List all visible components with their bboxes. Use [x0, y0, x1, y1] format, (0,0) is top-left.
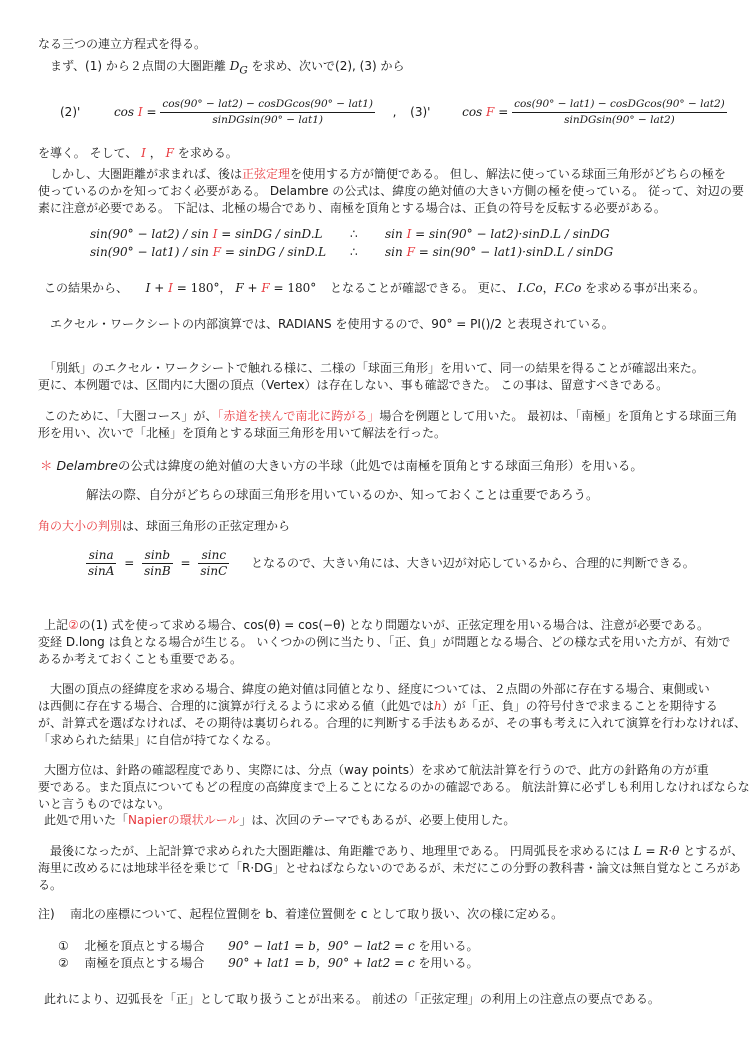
var-I-formula: I [137, 105, 143, 119]
p3-line-2: 形を用い、次いで「北極」を頂角とする球面三角形を用いて解法を行った。 [38, 426, 447, 440]
excel-note: エクセル・ワークシートの内部演算では、RADIANS を使用するので、90° = PI()/2 と表現されている。 [50, 317, 614, 331]
p5-line-2: は西側に存在する場合、合理的に演算が行えるように求める値（此処ではh）が「正、負」の符号付きで求まることを期待する [38, 699, 718, 713]
p6-line-2: 要である。また頂点についてもどの程度の高緯度まで上ることになるのかの確認である。 航法計算に必ずしも利用しなければならな [38, 780, 750, 794]
case-2-mark: ② [58, 956, 69, 970]
derive-text-a: を導く。 そして、 [38, 146, 138, 160]
equator-highlight: 「赤道を挟んで南北に跨がる」 [217, 409, 380, 423]
case-2-formula: 90° + lat1 = b，90° + lat2 = c [228, 956, 415, 970]
case-1-formula: 90° − lat1 = b，90° − lat2 = c [228, 939, 415, 953]
case-2-tail: を用いる。 [418, 956, 479, 970]
result-fco: F.Co [554, 281, 582, 295]
fraction-cos-F [512, 97, 727, 128]
result-text-b: となることが確認できる。 更に、 [329, 281, 514, 295]
sine-law-fraction-b: $\frac{\sin b}{\sin B}$ [144, 548, 171, 578]
sine-law-fraction-a: $\frac{\sin a}{\sin A}$ [88, 548, 115, 578]
p6-line-4: 此処で用いた「Napierの環状ルール」は、次回のテーマでもあるが、必要上使用した。 [44, 813, 516, 827]
derive-var-F: F [165, 146, 174, 160]
p1-text-a: しかし、大圏距離が求まれば、後は [50, 167, 243, 181]
eq-3: = [498, 105, 509, 119]
case-1-tail: を用いる。 [418, 939, 479, 953]
case-1-row [58, 938, 479, 954]
fraction-cos-I [160, 97, 375, 128]
p1-line-3: 素に注意が必要である。 下記は、北極の場合であり、南極を頂角とする場合は、正負の符号を反転する必要がある。 [38, 201, 666, 215]
p6-line-1: 大圏方位は、針路の確認程度であり、実際には、分点（way points）を求めて航法計算を行うので、此方の針路角の方が重 [44, 763, 709, 777]
cosine-formula-row [60, 96, 727, 128]
sine-law-text: となるので、大きい角には、大きい辺が対応しているから、合理的に判断できる。 [250, 556, 695, 570]
delambre-note: ＊ Delambreの公式は緯度の絶対値の大きい方の半球（此処では南極を頂角とする球面三角形）を用いる。 [40, 458, 643, 473]
formula-comma: , [392, 105, 397, 119]
p1-text-b: を使用する方が簡便である。 但し、解法に使っている球面三角形がどちらの極を [290, 167, 726, 181]
result-I: I [145, 281, 151, 295]
formula-label-3: (3)' [410, 105, 431, 119]
sine-law-highlight: 正弦定理 [242, 167, 291, 181]
angle-judgement-line: 角の大小の判別は、球面三角形の正弦定理から [38, 519, 291, 533]
cos-2: cos [113, 105, 135, 119]
sine-relation-1-left: sin(90° − lat2) / sin I = sinDG / sinD.L [90, 227, 323, 241]
p5-line-1: 大圏の頂点の経緯度を求める場合、緯度の絶対値は同値となり、経度については、２点間の外部に存在する場合、東側或い [50, 682, 710, 696]
sine-law-row: $\frac{\sin a}{\sin A}$ = $\frac{\sin b}{\sin B}$ = $\frac{\sin c}{\sin C}$ となるので、大きい角には、大きい辺が対応しているから、合理的に判断できる。 [88, 548, 695, 578]
intro-line-1: なる三つの連立方程式を得る。 [38, 37, 207, 51]
angle-judgement-highlight: 角の大小の判別 [38, 519, 123, 533]
sine-relation-2-left: sin(90° − lat1) / sin F = sinDG / sinD.L [90, 245, 327, 259]
p6-line-3: いと言うものではない。 [38, 797, 171, 811]
circled-two-ref: ② [68, 618, 79, 632]
p2-line-1: 「別紙」のエクセル・ワークシートで触れる様に、二様の「球面三角形」を用いて、同一の結果を得ることが確認出来た。 [44, 361, 704, 375]
note-text: 南北の座標について、起程位置側を b、着達位置側を c として取り扱い、次の様に定める。 [70, 907, 564, 921]
intro-line-2 [50, 58, 405, 78]
case-2-label: 南極を頂点とする場合 [84, 956, 205, 970]
case-2-row [58, 955, 479, 971]
note-label: 注) [38, 907, 55, 921]
var-F-formula: F [486, 105, 495, 119]
formula-label-2: (2)' [60, 105, 81, 119]
cos-3: cos [462, 105, 483, 119]
p3-line-1: このために、「大圏コース」が、「赤道を挟んで南北に跨がる」場合を例題として用いた。 最初は、「南極」を頂角とする球面三角 [44, 409, 738, 423]
derive-sep: ， [149, 146, 162, 160]
delambre-note-2: 解法の際、自分がどちらの球面三角形を用いているのか、知っておくことは重要であろう。 [86, 487, 599, 502]
therefore-2: ∴ [350, 245, 358, 259]
eq-2: = [146, 105, 157, 119]
delambre-name: Delambre [56, 458, 118, 473]
p7-line-1: 最後になったが、上記計算で求められた大圏距離は、角距離であり、地理里である。 円周弧長を求めるには L = R·θ とするが、 [50, 844, 744, 858]
p7-line-3: る。 [38, 878, 63, 892]
fraction-cos-I-numerator: cos(90° − lat2) − cosDGcos(90° − lat1) [160, 97, 375, 113]
napier-rule-highlight: Napierの環状ルール [128, 813, 240, 827]
result-text-a: この結果から、 [44, 281, 129, 295]
p5-line-3: が、計算式を選ばなければ、その期待は裏切られる。合理的に判断する手法もあるが、その事も考えに入れて演算を行わなければ、 [38, 716, 747, 730]
p1-line-2: 使っているのかを知っておく必要がある。 Delambre の公式は、緯度の絶対値の大きい方側の極を使っている。 従って、対辺の要 [38, 184, 744, 198]
fraction-cos-I-denominator: sinDGsin(90° − lat1) [212, 114, 323, 126]
arc-length-formula: L = R·θ [633, 844, 680, 858]
therefore-1: ∴ [350, 227, 358, 241]
p2-line-2: 更に、本例題では、区間内に大圏の頂点（Vertex）は存在しない、事も確認できた。 この事は、留意すべきである。 [38, 378, 669, 392]
sine-relation-2-right: sin F = sin(90° − lat1)·sinD.L / sinDG [385, 245, 614, 259]
result-text-c: を求める事が出来る。 [585, 281, 706, 295]
derive-var-I: I [141, 146, 146, 160]
result-F: F [235, 281, 244, 295]
p5-line-4: 「求められた結果」に自信が持てなくなる。 [38, 733, 279, 747]
result-line: この結果から、 I + I = 180°， F + F = 180° となることが確認できる。 更に、 I.Co，F.Co を求める事が出来る。 [44, 281, 706, 295]
fraction-cos-F-denominator: sinDGsin(90° − lat2) [564, 114, 675, 126]
derive-text-b: を求める。 [177, 146, 238, 160]
sine-law-fraction-c: $\frac{\sin c}{\sin C}$ [200, 548, 228, 578]
case-1-mark: ① [58, 939, 69, 953]
result-I-red: I [168, 281, 173, 295]
p4-line-1: 上記②の(1) 式を使って求める場合、cos(θ) = cos(−θ) となり問題ないが、正弦定理を用いる場合は、注意が必要である。 [44, 618, 709, 632]
derive-line [38, 145, 238, 161]
fraction-cos-F-numerator: cos(90° − lat1) − cosDGcos(90° − lat2) [512, 97, 727, 113]
p7-line-2: 海里に改めるには地球半径を乗じて「R·DG」とせねばならないのであるが、未だにこの分野の教科書・論文は無自覚なところがあ [38, 861, 741, 875]
sine-relation-1-right: sin I = sin(90° − lat2)·sinD.L / sinDG [385, 227, 610, 241]
h-variable: h [434, 699, 442, 713]
p4-line-3: あるか考えておくことも重要である。 [38, 652, 243, 666]
closing-line: 此れにより、辺弧長を「正」として取り扱うことが出来る。 前述の「正弦定理」の利用上の注意点の要点である。 [44, 992, 660, 1006]
p1-line-1 [50, 166, 726, 182]
asterisk-icon: ＊ [40, 458, 53, 473]
result-F-red: F [261, 281, 270, 295]
p4-line-2: 変経 D.long は負となる場合が生じる。 いくつかの例に当たり、「正、負」が問題となる場合、どの様な式を用いた方が、有効で [38, 635, 731, 649]
intro-text-a: まず、(1) から２点間の大圏距離 [50, 59, 226, 73]
result-ico: I.Co [517, 281, 543, 295]
intro-text-b: を求め、次いで(2), (3) から [251, 59, 405, 73]
case-1-label: 北極を頂点とする場合 [84, 939, 205, 953]
dg-symbol: $D_G$ [229, 59, 248, 77]
